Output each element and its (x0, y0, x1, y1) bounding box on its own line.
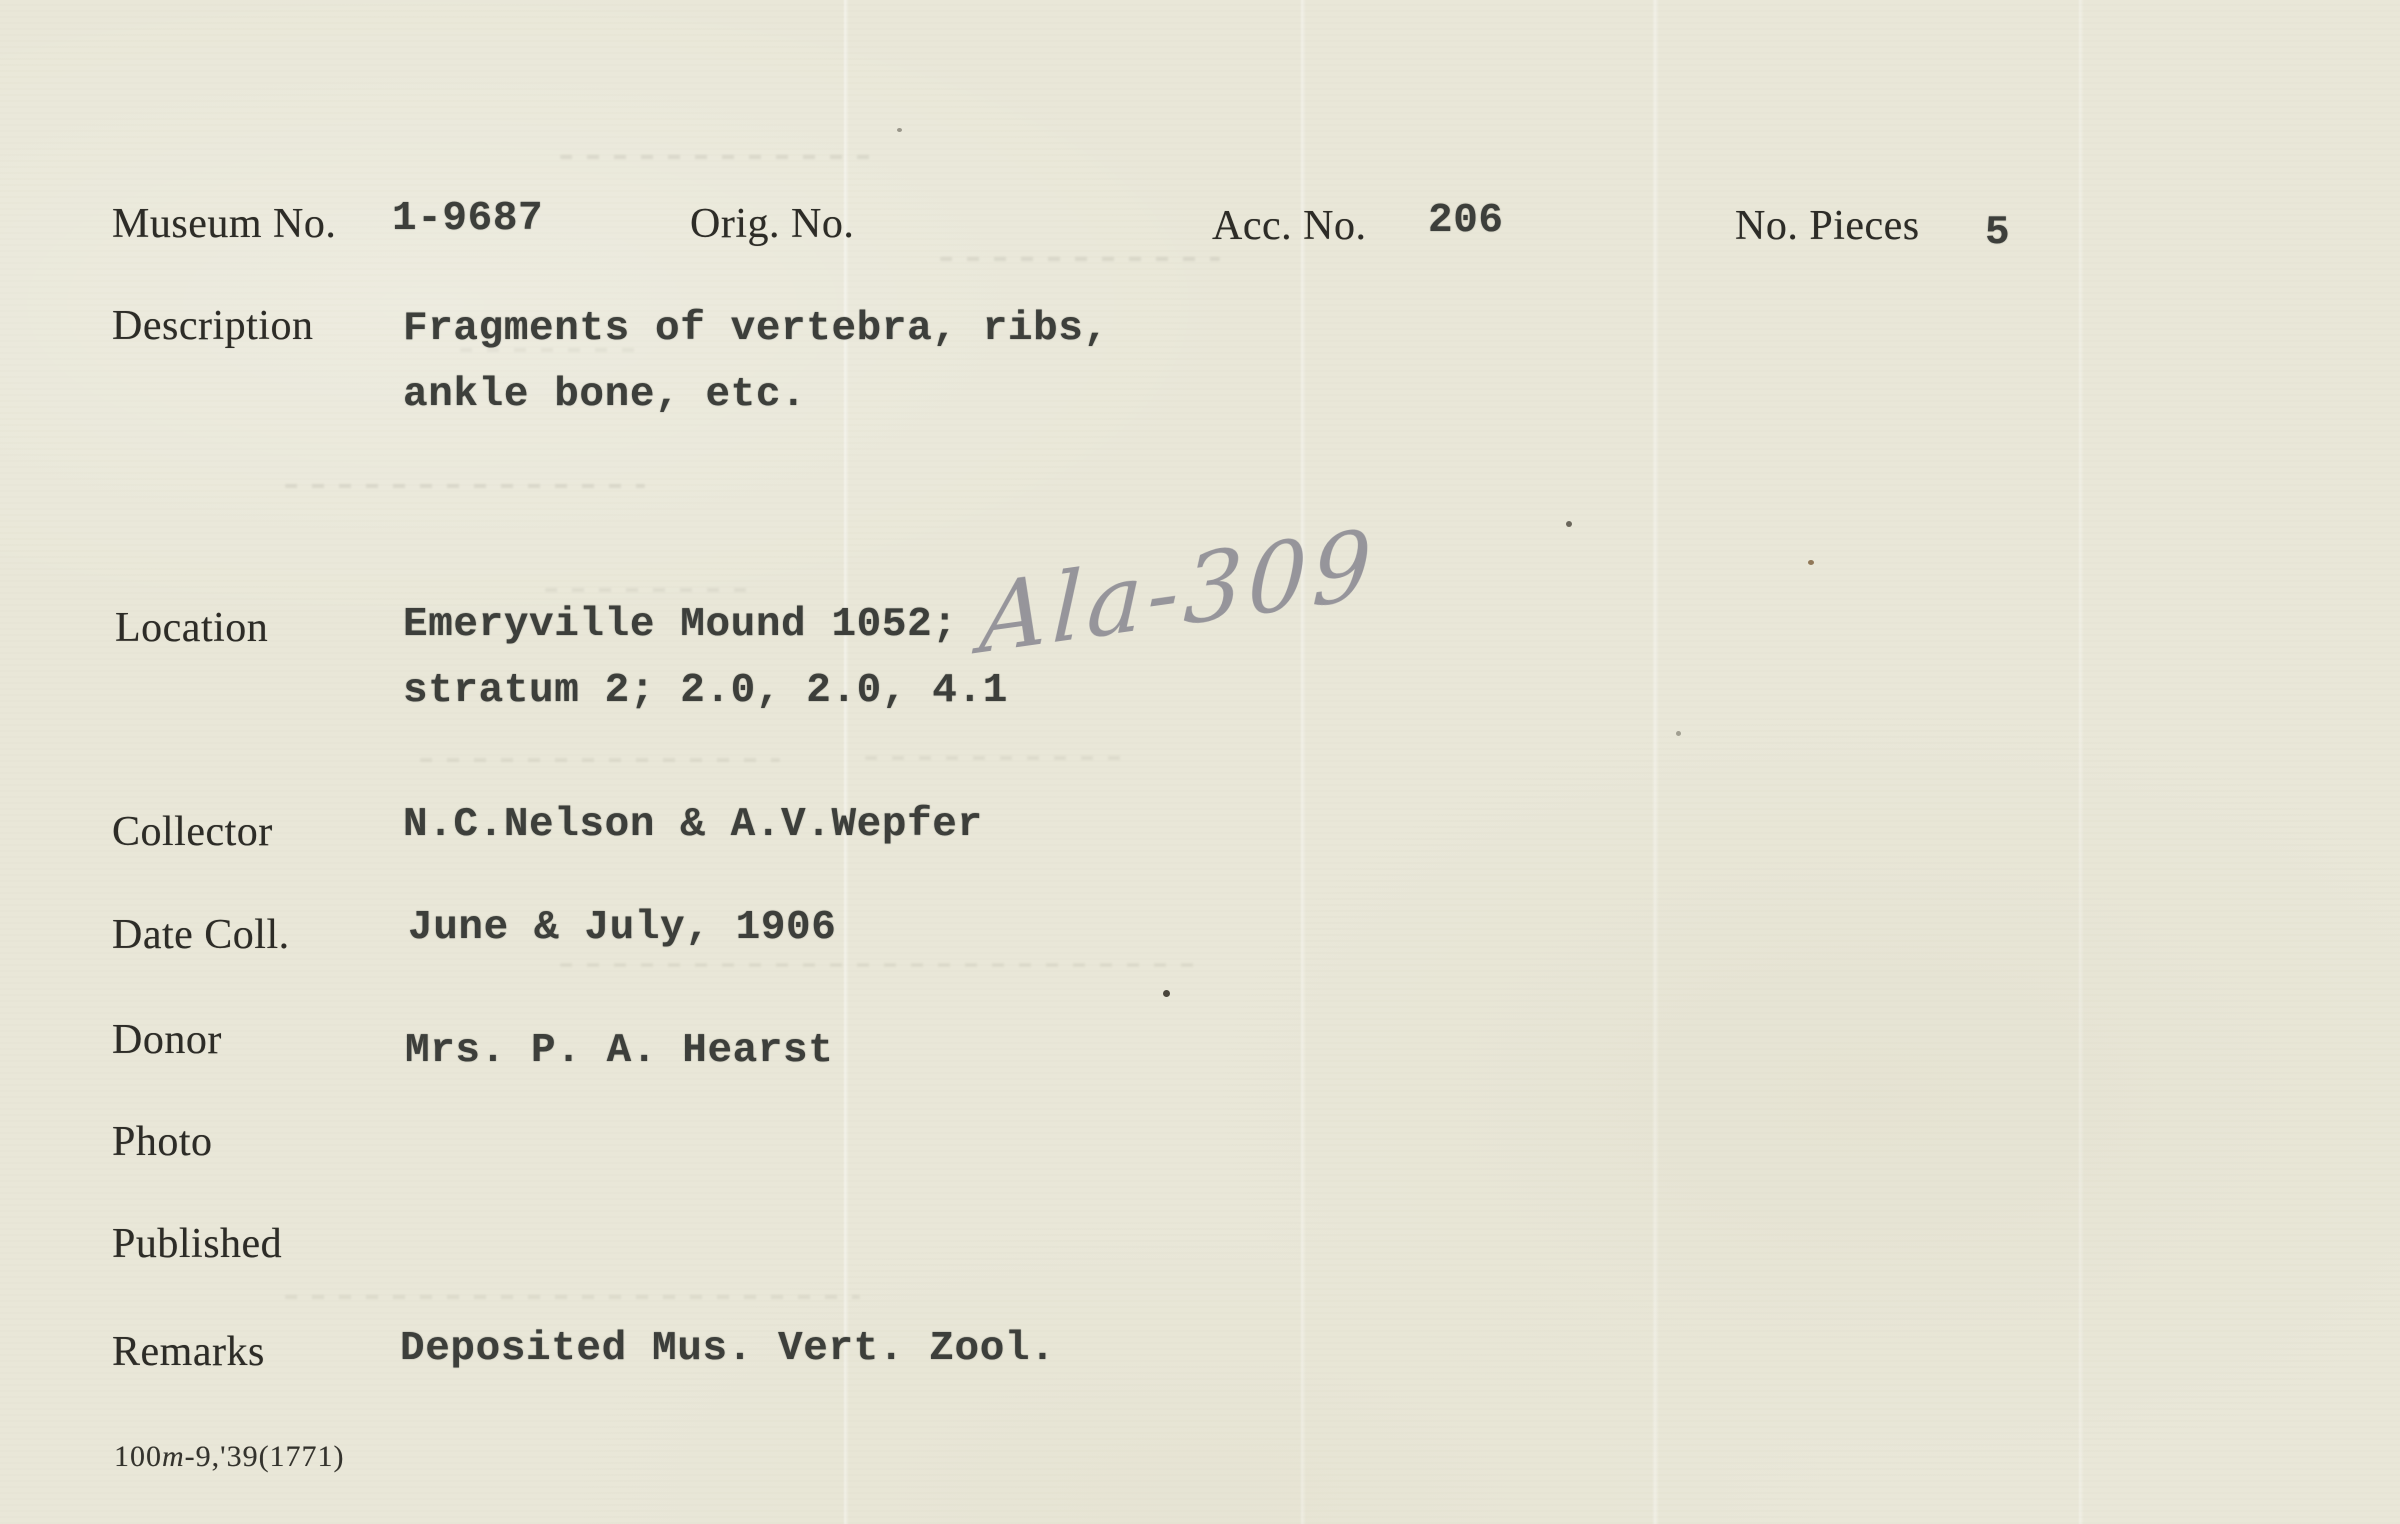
collector-value: N.C.Nelson & A.V.Wepfer (403, 802, 983, 848)
print-code-prefix: 100 (114, 1440, 162, 1473)
acc-no-value: 206 (1428, 198, 1504, 244)
museum-no-label: Museum No. (112, 201, 337, 247)
location-label: Location (115, 605, 269, 651)
scan-artifact (285, 1295, 860, 1299)
description-line-2: ankle bone, etc. (403, 372, 807, 418)
location-line-1: Emeryville Mound 1052; (403, 602, 958, 648)
acc-no-label: Acc. No. (1212, 203, 1367, 249)
collector-label: Collector (112, 809, 273, 855)
dust-speck (897, 128, 902, 132)
scan-artifact (545, 588, 760, 592)
orig-no-label: Orig. No. (690, 201, 855, 247)
dust-speck (1163, 990, 1170, 997)
published-label: Published (112, 1221, 283, 1267)
scan-artifact (560, 155, 880, 159)
remarks-label: Remarks (112, 1329, 265, 1375)
scan-artifact (285, 484, 645, 488)
remarks-value: Deposited Mus. Vert. Zool. (400, 1326, 1056, 1372)
dust-speck (1808, 560, 1814, 565)
donor-value: Mrs. P. A. Hearst (405, 1028, 834, 1074)
date-coll-label: Date Coll. (112, 912, 290, 958)
handwritten-site-number: Ala-309 (978, 509, 1379, 676)
scan-artifact (940, 257, 1220, 261)
donor-label: Donor (112, 1017, 222, 1063)
dust-speck (1566, 521, 1572, 527)
photo-label: Photo (112, 1119, 213, 1165)
location-value (403, 592, 1008, 724)
scan-artifact (420, 758, 780, 762)
print-code-m: m (162, 1440, 185, 1473)
description-value (403, 296, 1109, 428)
description-label: Description (112, 303, 314, 349)
scan-artifact (865, 756, 1135, 760)
no-pieces-label: No. Pieces (1735, 203, 1920, 249)
date-coll-value: June & July, 1906 (408, 905, 837, 951)
dust-speck (1676, 731, 1681, 736)
description-line-1: Fragments of vertebra, ribs, (403, 306, 1109, 352)
scan-artifact (460, 348, 640, 352)
location-line-2: stratum 2; 2.0, 2.0, 4.1 (403, 668, 1008, 714)
print-code-suffix: -9,'39(1771) (184, 1440, 345, 1473)
scan-artifact (560, 963, 1200, 967)
museum-no-value: 1-9687 (392, 196, 544, 242)
print-code (114, 1440, 345, 1474)
no-pieces-value: 5 (1985, 210, 2011, 256)
